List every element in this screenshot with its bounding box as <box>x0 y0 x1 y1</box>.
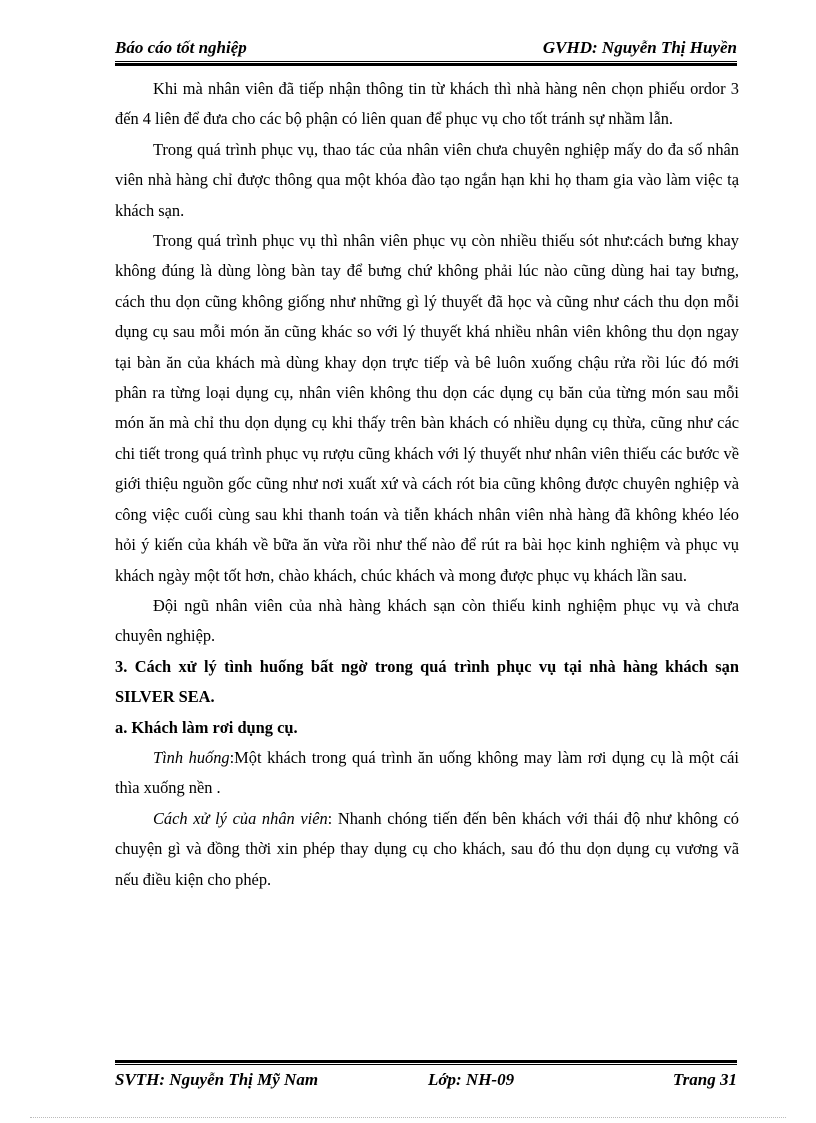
page-number: Trang 31 <box>672 1070 737 1089</box>
subsection-heading-a: a. Khách làm rơi dụng cụ. <box>115 717 298 737</box>
student-name: SVTH: Nguyễn Thị Mỹ Nam <box>115 1070 319 1089</box>
page-bottom-border <box>30 1117 786 1118</box>
footer-rule-thin <box>115 1064 737 1065</box>
paragraph-situation <box>115 743 739 804</box>
paragraph-service-shortcomings: Trong quá trình phục vụ thì nhân viên phục vụ còn nhiều thiếu sót như:cách bưng khay không đúng là dùng lòng bàn tay để bưng chứ không phải lúc nào cũng dùng hai tay bưng, cách thu dọn cũng không giống như những gì lý thuyết đã học và cũng như cách thu dọn mỗi dụng cụ sau mỗi món ăn cũng khác so với lý thuyết khá nhiều nhân viên không thu dọn ngay tại bàn ăn của khách mà dùng khay dọn trực tiếp và bê luôn xuống chậu rửa rồi lúc đó mới phân ra từng loại dụng cụ, nhân viên không thu dọn các dụng cụ băn của từng món sau mỗi món ăn mà chỉ thu dọn dụng cụ khi thấy trên bàn khách có nhiều dụng cụ thừa, cũng như các chi tiết trong quá trình phục vụ rượu cũng khách với lý thuyết như nhân viên thiếu các bước về giới thiệu nguồn gốc cũng như nơi xuất xứ và cách rót bia cũng không được chuyên nghiệp và công việc cuối cùng sau khi thanh toán và tiễn khách nhân viên nhà hàng đã không khéo léo hỏi ý kiến của kháh về bữa ăn vừa rồi như thế nào để rút ra bài học kinh nghiệm và phục vụ khách ngày một tốt hơn, chào khách, chúc khách và mong được phục vụ khách lần sau. <box>115 231 739 585</box>
handling-text: : Nhanh chóng tiến đến bên khách với thái độ như không có chuyện gì và đồng thời xin phép thay dụng cụ cho khách, sau đó thu dọn dụng cụ vương vã nếu điều kiện cho phép. <box>115 808 739 889</box>
paragraph-staff-training: Trong quá trình phục vụ, thao tác của nhân viên chưa chuyên nghiệp mấy do đa số nhân viên nhà hàng chỉ được thông qua một khóa đào tạo ngắn hạn khi họ tham gia vào làm việc tạ khách sạn. <box>115 139 739 220</box>
page-footer <box>115 1070 737 1094</box>
header-rule-thick <box>115 63 737 66</box>
handling-label: Cách xử lý của nhân viên <box>153 808 328 828</box>
footer-rule-thick <box>115 1060 737 1063</box>
document-body <box>115 74 739 895</box>
header-rule-thin <box>115 61 737 62</box>
page-header <box>115 36 737 60</box>
advisor-name: GVHD: Nguyễn Thị Huyền <box>542 38 737 57</box>
situation-label: Tình huống <box>153 747 230 767</box>
paragraph-order-slip: Khi mà nhân viên đã tiếp nhận thông tin từ khách thì nhà hàng nên chọn phiếu ordor 3 đến 4 liên để đưa cho các bộ phận có liên quan để phục vụ cho tốt tránh sự nhầm lẫn. <box>115 79 739 129</box>
class-name: Lớp: NH-09 <box>428 1070 515 1089</box>
paragraph-handling <box>115 804 739 895</box>
section-heading-3: 3. Cách xử lý tình huống bất ngờ trong quá trình phục vụ tại nhà hàng khách sạn SILVER SEA. <box>115 656 739 707</box>
paragraph-staff-experience: Đội ngũ nhân viên của nhà hàng khách sạn còn thiếu kinh nghiệm phục vụ và chưa chuyên nghiệp. <box>115 595 739 646</box>
report-title: Báo cáo tốt nghiệp <box>115 38 247 57</box>
situation-text: :Một khách trong quá trình ăn uống không may làm rơi dụng cụ là một cái thìa xuống nền . <box>115 747 739 798</box>
